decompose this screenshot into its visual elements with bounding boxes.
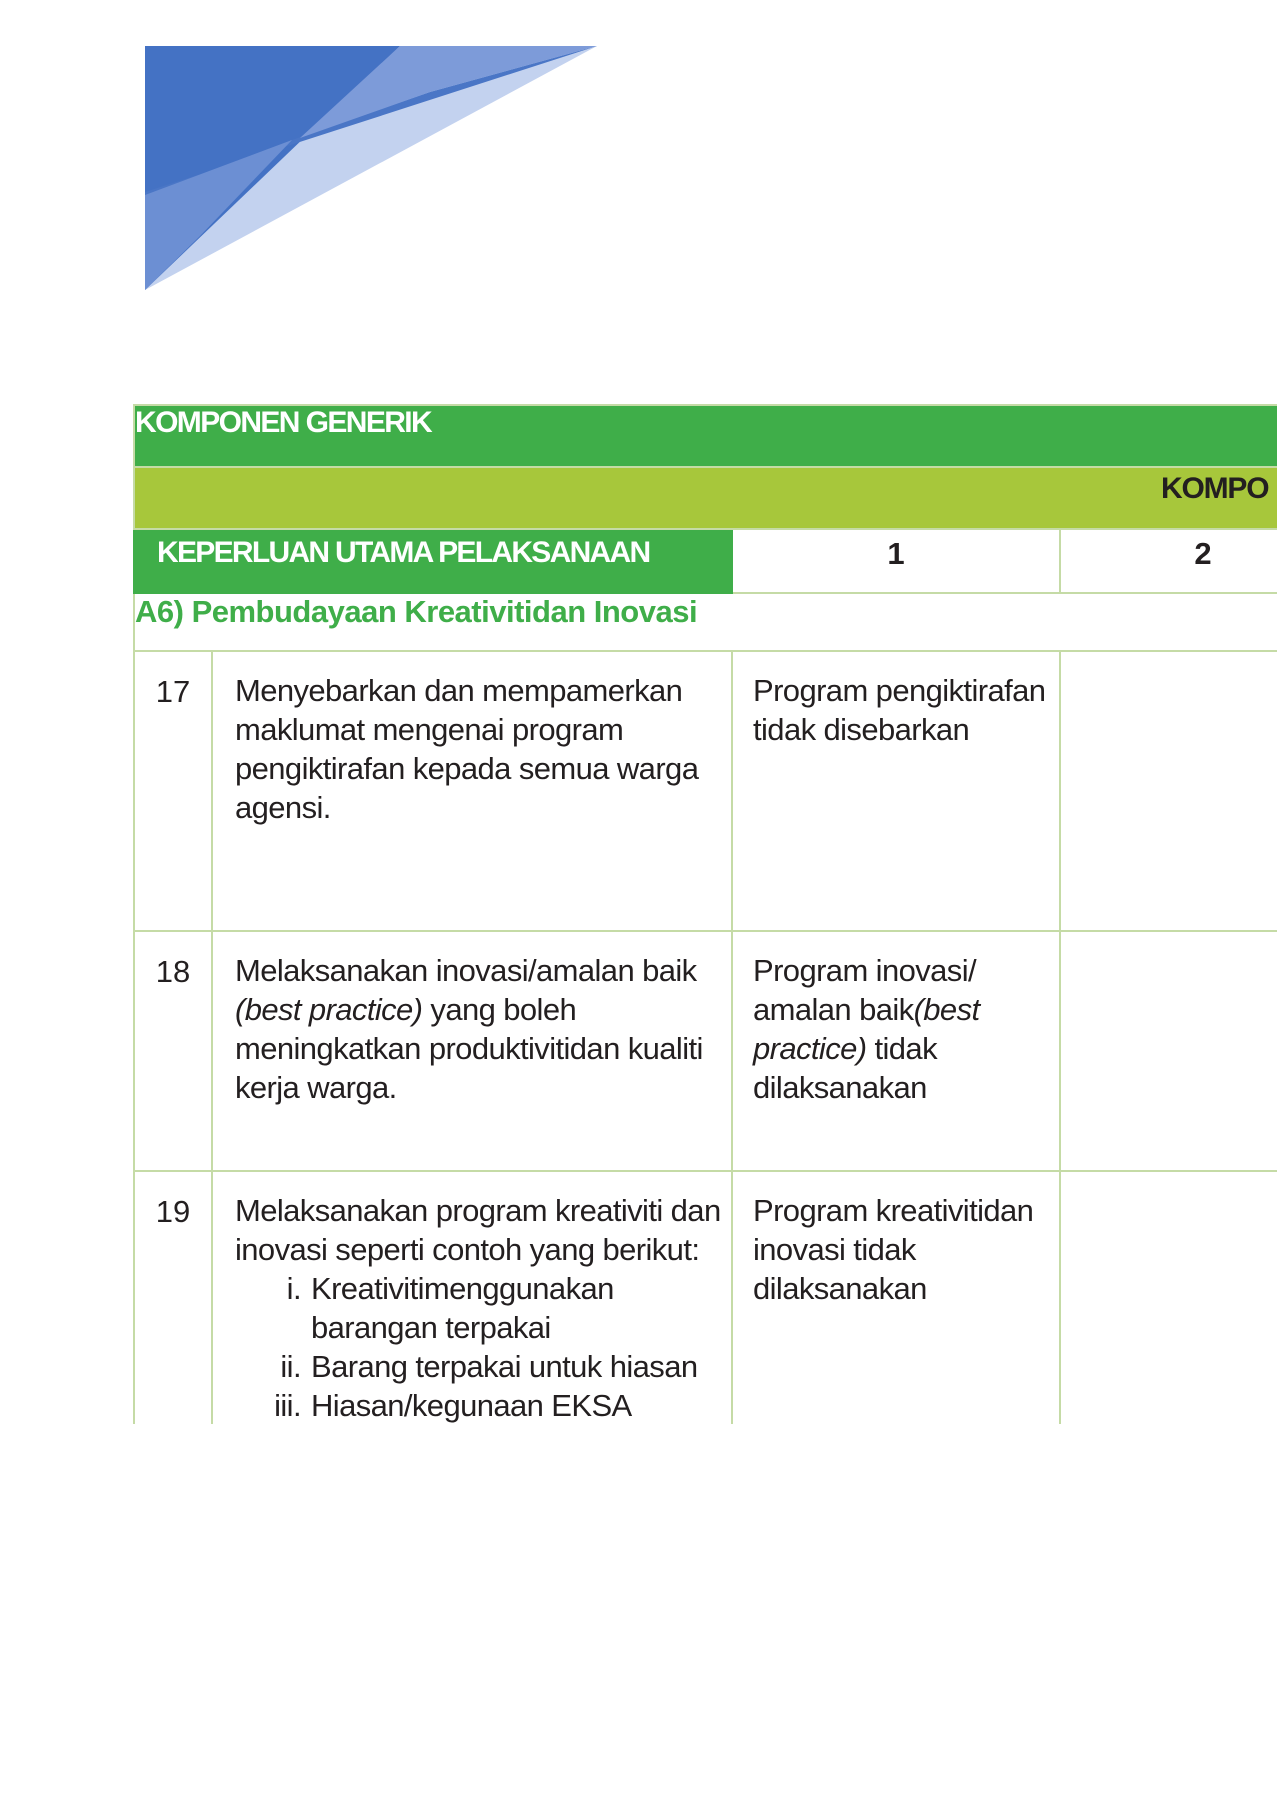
- row-number: 19: [134, 1171, 212, 1424]
- header-row-generik: [134, 405, 1277, 467]
- table-row: [134, 651, 1277, 931]
- level-header-2: [1060, 529, 1277, 593]
- header-row-komponen: [134, 467, 1277, 529]
- desc-intro: Melaksanakan program kreativiti dan inovasi seperti contoh yang berikut:: [235, 1193, 721, 1267]
- row-level2-text: [1060, 651, 1277, 931]
- row-level2-text: [1060, 931, 1277, 1171]
- list-item: ii. Barang terpakai untuk hiasan: [309, 1347, 721, 1386]
- keperluan-utama-label: KEPERLUAN UTAMA PELAKSANAAN: [134, 529, 732, 593]
- level-header-2-text: 2: [1194, 536, 1212, 571]
- desc-part-italic: (best practice): [235, 992, 423, 1027]
- komponen-generik-title: KOMPONEN GENERIK: [134, 405, 1277, 467]
- komponen-header-cell: [134, 467, 1277, 529]
- section-title: A6) Pembudayaan Kreativitidan Inovasi: [134, 593, 1277, 651]
- row-level1-text: Program kreativitidan inovasi tidak dilaksanakan: [732, 1171, 1060, 1424]
- level-header-1: 1: [732, 529, 1060, 593]
- row-number: 17: [134, 651, 212, 931]
- section-row: [134, 593, 1277, 651]
- row-description: [212, 1171, 732, 1424]
- row-level1-text: Program pengiktirafan tidak disebarkan: [732, 651, 1060, 931]
- header-row-keperluan: [134, 529, 1277, 593]
- rubric-table-container: [133, 404, 1277, 1424]
- row-description: Menyebarkan dan mempamerkan maklumat mengenai program pengiktirafan kepada semua warga agensi.: [212, 651, 732, 931]
- list-item: i. Kreativitimenggunakan barangan terpakai: [309, 1269, 721, 1347]
- row-level1-text: [732, 931, 1060, 1171]
- level1-part: Program inovasi/ amalan baik: [753, 953, 976, 1027]
- list-item: iii. Hiasan/kegunaan EKSA: [309, 1386, 721, 1424]
- row-level2-text: [1060, 1171, 1277, 1424]
- table-row: [134, 1171, 1277, 1424]
- row-number: 18: [134, 931, 212, 1171]
- table-row: [134, 931, 1277, 1171]
- desc-part: yang boleh meningkatkan produktivitidan kualiti kerja warga.: [235, 992, 703, 1105]
- level1-part: tidak dilaksanakan: [753, 1031, 937, 1105]
- rubric-table: [133, 404, 1277, 1424]
- corner-decoration: [0, 0, 700, 320]
- desc-part: Melaksanakan inovasi/amalan baik: [235, 953, 697, 988]
- row-description: [212, 931, 732, 1171]
- komponen-label: KOMPO: [1161, 472, 1269, 505]
- level1-part-italic: (best practice): [753, 992, 980, 1066]
- example-list: [235, 1269, 721, 1424]
